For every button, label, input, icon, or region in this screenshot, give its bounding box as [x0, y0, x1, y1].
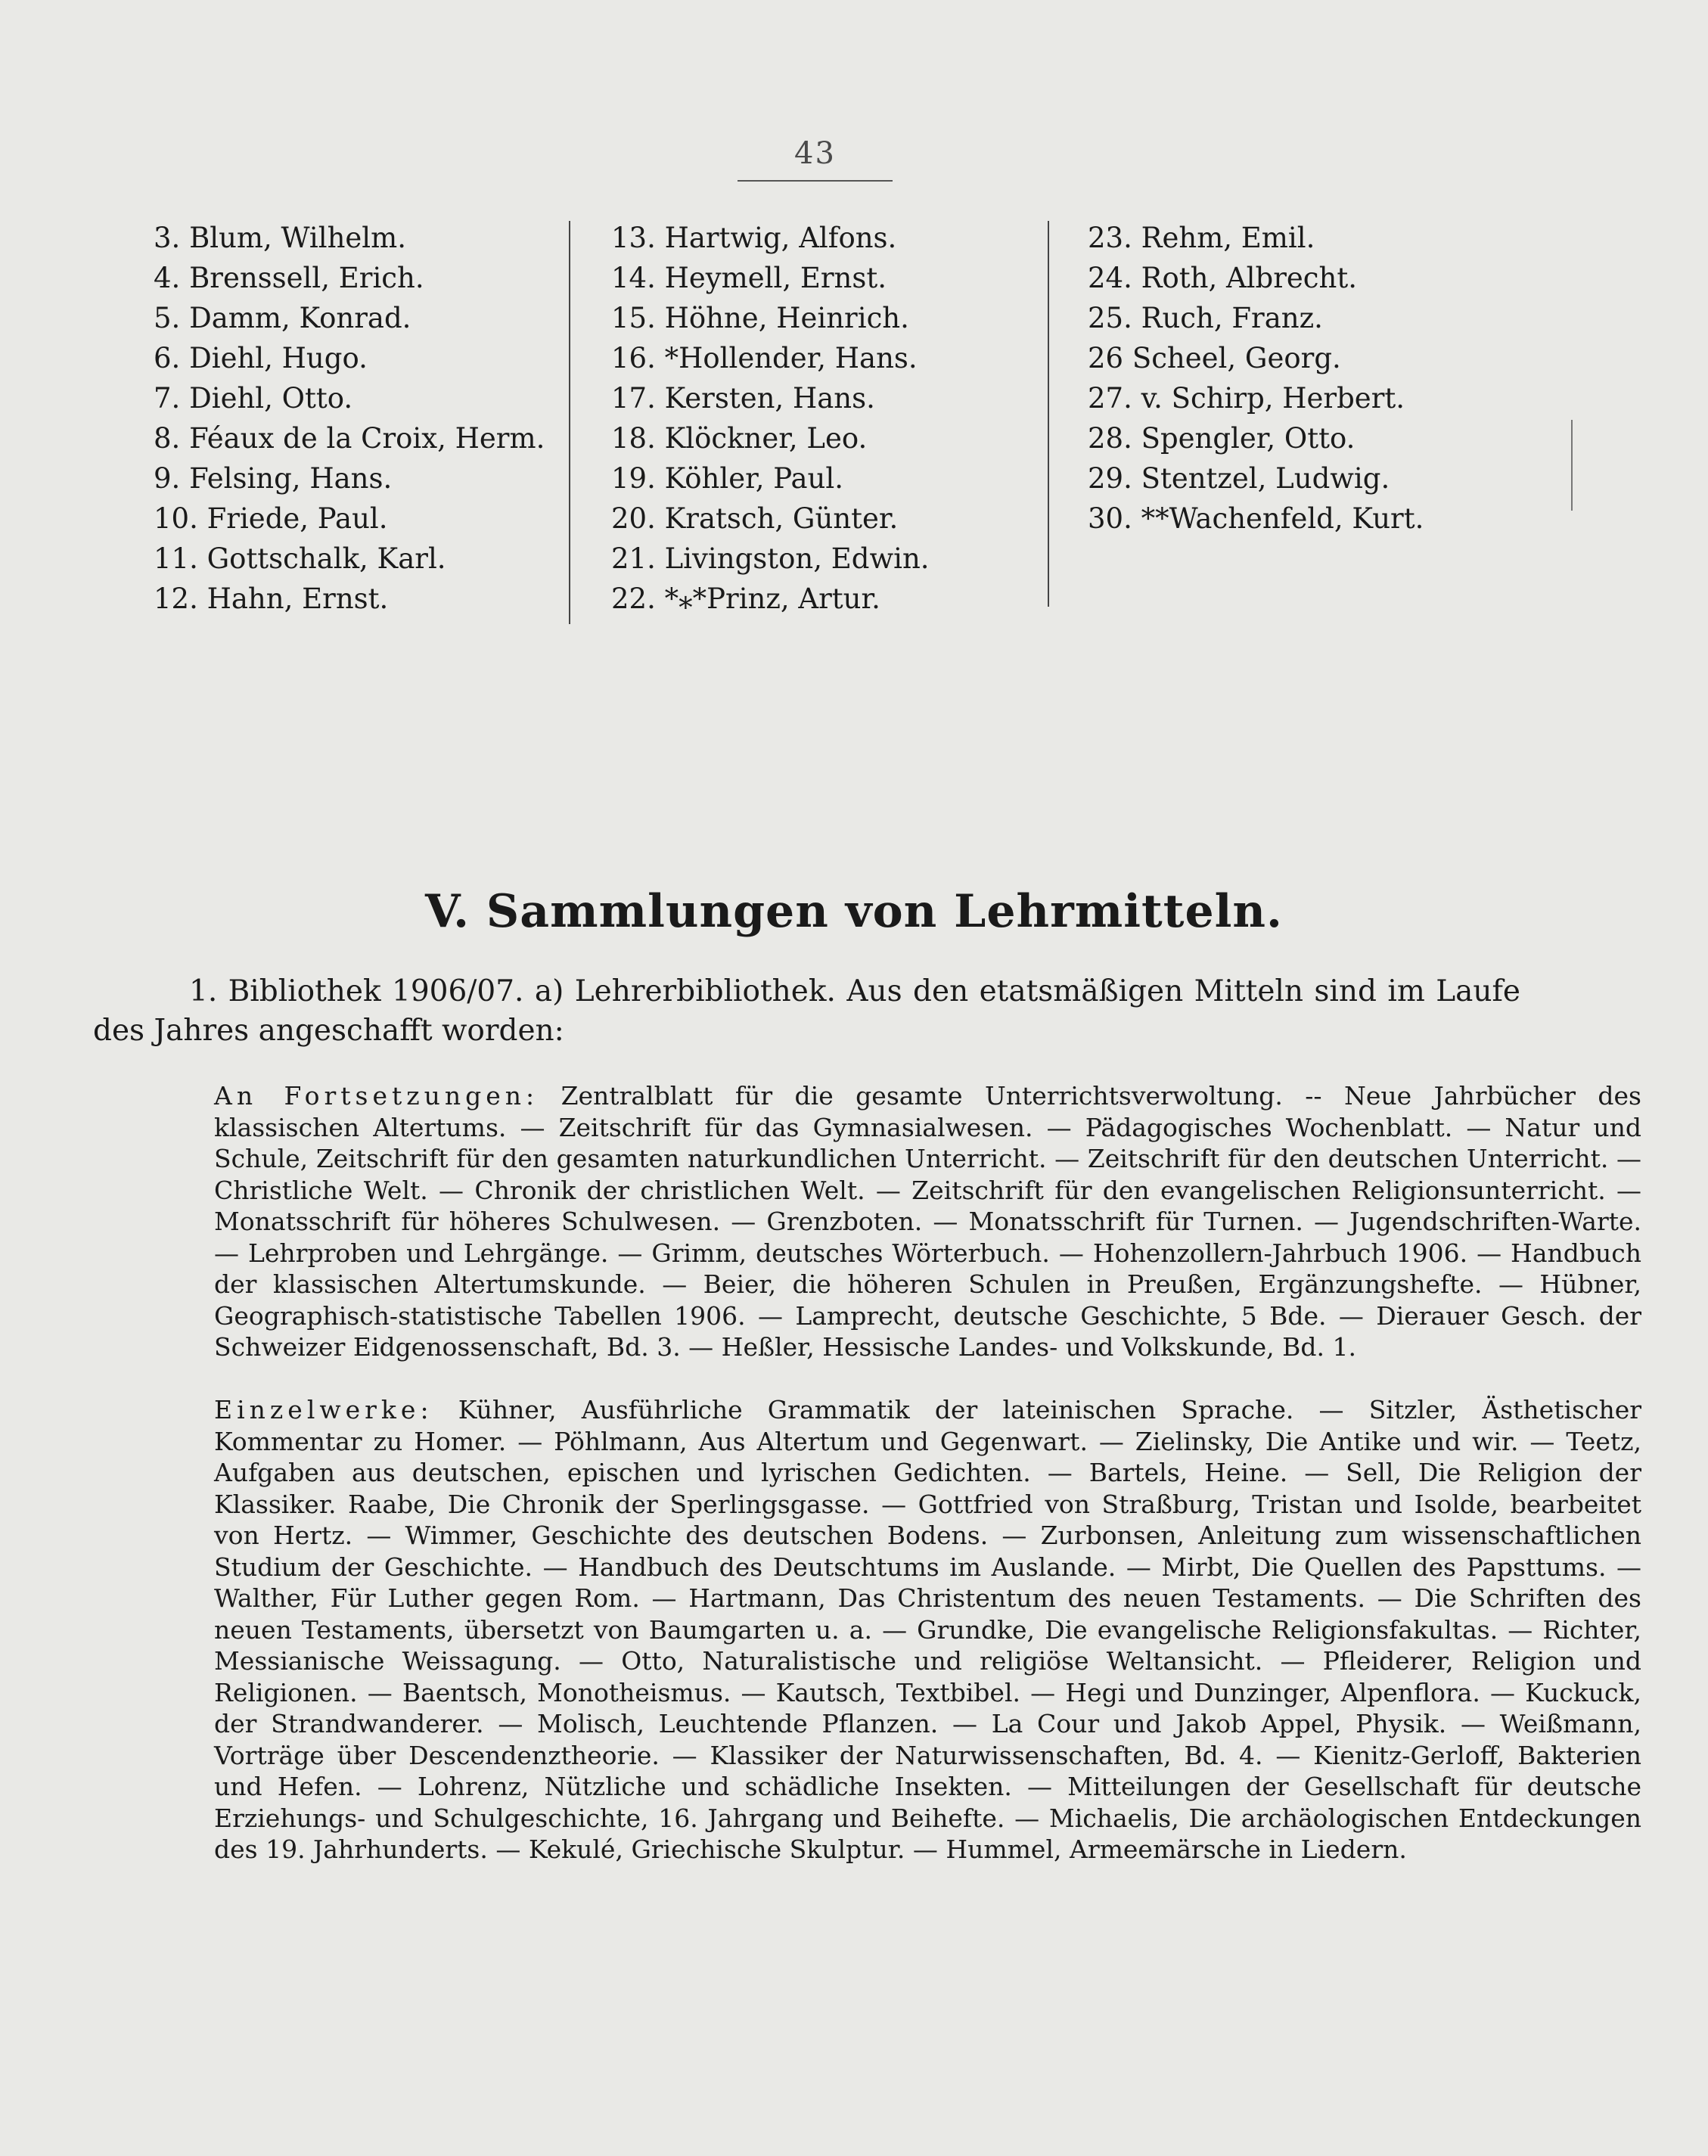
list-item-name: v. Schirp, Herbert.: [1141, 382, 1405, 415]
list-item-name: Rehm, Emil.: [1141, 222, 1315, 254]
list-item-number: 5.: [154, 302, 181, 334]
list-item-number: 7.: [154, 382, 181, 415]
list-item-name: Féaux de la Croix, Herm.: [189, 422, 545, 455]
list-item-number: 17.: [611, 382, 656, 415]
list-item: [611, 218, 930, 258]
list-item-number: 9.: [154, 462, 181, 495]
list-item-name: Felsing, Hans.: [189, 462, 393, 495]
list-item-name: *Hollender, Hans.: [664, 342, 918, 374]
list-item-name: Köhler, Paul.: [664, 462, 843, 495]
library-intro: [93, 972, 1520, 1051]
list-item: [611, 579, 930, 619]
list-item-name: Kersten, Hans.: [664, 382, 875, 415]
list-item-number: 30.: [1088, 502, 1132, 535]
student-list-column-1: [154, 218, 545, 619]
list-item-name: Blum, Wilhelm.: [189, 222, 406, 254]
continuations-text: Zentralblatt für die gesamte Unterrichtsverwoltung. -- Neue Jahrbücher des klassischen Altertums. — Zeitschrift für das Gymnasialwesen. — Pädagogisches Wochenblatt. — Natur und Schule, Zeitschrift für den gesamten naturkundlichen Unterricht. — Zeitschrift für den deutschen Unterricht. — Christliche Welt. — Chronik der christlichen Welt. — Zeitschrift für den evangelischen Religionsunterricht. — Monatsschrift für höheres Schulwesen. — Grenzboten. — Monatsschrift für Turnen. — Jugendschriften-Warte. — Lehrproben und Lehrgänge. — Grimm, deutsches Wörterbuch. — Hohenzollern-Jahrbuch 1906. — Handbuch der klassischen Altertumskunde. — Beier, die höheren Schulen in Preußen, Ergänzungshefte. — Hübner, Geographisch-statistische Tabellen 1906. — Lamprecht, deutsche Geschichte, 5 Bde. — Dierauer Gesch. der Schweizer Eidgenossenschaft, Bd. 3. — Heßler, Hessische Landes- und Volkskunde, Bd. 1.: [214, 1081, 1641, 1362]
list-item-number: 18.: [611, 422, 656, 455]
list-item-number: 27.: [1088, 382, 1132, 415]
list-item: [611, 418, 930, 458]
list-item-number: 29.: [1088, 462, 1132, 495]
list-item-number: 22.: [611, 582, 656, 615]
list-item-name: **Wachenfeld, Kurt.: [1141, 502, 1424, 535]
list-item-number: 10.: [154, 502, 198, 535]
library-intro-label: a) Lehrerbibliothek.: [534, 974, 836, 1008]
student-list-column-3: [1088, 218, 1424, 539]
list-item-number: 26: [1088, 342, 1124, 374]
library-intro-lead: 1. Bibliothek 1906/07.: [189, 974, 524, 1008]
list-item-number: 15.: [611, 302, 656, 334]
list-item-number: 25.: [1088, 302, 1132, 334]
list-item-name: Gottschalk, Karl.: [207, 542, 446, 575]
list-item: [1088, 298, 1424, 338]
list-item: [154, 418, 545, 458]
list-item-number: 21.: [611, 542, 656, 575]
list-item: [154, 458, 545, 499]
list-item: [1088, 418, 1424, 458]
list-item: [154, 298, 545, 338]
list-item: [611, 499, 930, 539]
list-item-name: Ruch, Franz.: [1141, 302, 1323, 334]
list-item-name: Heymell, Ernst.: [664, 262, 887, 294]
list-item: [1088, 218, 1424, 258]
list-item-number: 4.: [154, 262, 181, 294]
list-item: [611, 539, 930, 579]
section-heading: V. Sammlungen von Lehrmitteln.: [425, 885, 1283, 938]
list-item-name: Damm, Konrad.: [189, 302, 411, 334]
list-item: [154, 378, 545, 418]
list-item: [154, 579, 545, 619]
single-works-label: Einzelwerke:: [214, 1395, 433, 1424]
list-item-number: 23.: [1088, 222, 1132, 254]
list-item-name: Diehl, Hugo.: [189, 342, 368, 374]
list-item-number: 20.: [611, 502, 656, 535]
list-item: [154, 539, 545, 579]
list-item-number: 11.: [154, 542, 198, 575]
list-item-number: 24.: [1088, 262, 1132, 294]
student-list-column-2: [611, 218, 930, 619]
margin-rule: [1571, 420, 1573, 511]
list-item: [1088, 378, 1424, 418]
list-item-number: 12.: [154, 582, 198, 615]
list-item-name: Roth, Albrecht.: [1141, 262, 1357, 294]
continuations-label: An Fortsetzungen:: [214, 1081, 539, 1111]
list-item: [611, 298, 930, 338]
list-item-name: Spengler, Otto.: [1141, 422, 1356, 455]
list-item: [154, 338, 545, 378]
list-item-name: Klöckner, Leo.: [664, 422, 868, 455]
list-item-number: 8.: [154, 422, 181, 455]
list-item-number: 3.: [154, 222, 181, 254]
list-item: [1088, 258, 1424, 298]
list-item-number: 6.: [154, 342, 181, 374]
list-item-number: 13.: [611, 222, 656, 254]
list-item-name: Hahn, Ernst.: [207, 582, 389, 615]
list-item: [154, 499, 545, 539]
list-item: [154, 218, 545, 258]
list-item: [611, 338, 930, 378]
library-intro-text: Aus den etatsmäßigen Mitteln sind im Laufe des Jahres angeschafft worden:: [93, 974, 1521, 1048]
list-item-name: *⁎*Prinz, Artur.: [664, 582, 880, 615]
list-item-name: Stentzel, Ludwig.: [1141, 462, 1390, 495]
list-item-name: Hartwig, Alfons.: [664, 222, 897, 254]
list-item-name: Friede, Paul.: [207, 502, 388, 535]
list-item: [1088, 338, 1424, 378]
continuations-paragraph: [93, 1080, 1641, 1363]
list-item: [1088, 499, 1424, 539]
column-divider: [569, 221, 570, 624]
list-item-number: 14.: [611, 262, 656, 294]
list-item: [611, 458, 930, 499]
list-item: [1088, 458, 1424, 499]
list-item: [154, 258, 545, 298]
list-item-name: Diehl, Otto.: [189, 382, 353, 415]
list-item-number: 28.: [1088, 422, 1132, 455]
column-divider: [1048, 221, 1049, 607]
page-number: 43: [794, 136, 836, 171]
list-item-number: 19.: [611, 462, 656, 495]
list-item-name: Scheel, Georg.: [1132, 342, 1341, 374]
list-item-name: Kratsch, Günter.: [664, 502, 899, 535]
list-item: [611, 378, 930, 418]
page-number-rule: [738, 180, 893, 182]
list-item-name: Höhne, Heinrich.: [664, 302, 909, 334]
single-works-text: Kühner, Ausführliche Grammatik der lateinischen Sprache. — Sitzler, Ästhetischer Kommentar zu Homer. — Pöhlmann, Aus Altertum und Gegenwart. — Zielinsky, Die Antike und wir. — Teetz, Aufgaben aus deutschen, epischen und lyrischen Gedichten. — Bartels, Heine. — Sell, Die Religion der Klassiker. Raabe, Die Chronik der Sperlingsgasse. — Gottfried von Straßburg, Tristan und Isolde, bearbeitet von Hertz. — Wimmer, Geschichte des deutschen Bodens. — Zurbonsen, Anleitung zum wissenschaftlichen Studium der Geschichte. — Handbuch des Deutschtums im Auslande. — Mirbt, Die Quellen des Papsttums. — Walther, Für Luther gegen Rom. — Hartmann, Das Christentum des neuen Testaments. — Die Schriften des neuen Testaments, übersetzt von Baumgarten u. a. — Grundke, Die evangelische Religionsfakultas. — Richter, Messianische Weissagung. — Otto, Naturalistische und religiöse Weltansicht. — Pfleiderer, Religion und Religionen. — Baentsch, Monotheismus. — Kautsch, Textbibel. — Hegi und Dunzinger, Alpenflora. — Kuckuck, der Strandwanderer. — Molisch, Leuchtende Pflanzen. — La Cour und Jakob Appel, Physik. — Weißmann, Vorträge über Descendenztheorie. — Klassiker der Naturwissenschaften, Bd. 4. — Kienitz-Gerloff, Bakterien und Hefen. — Lohrenz, Nützliche und schädliche Insekten. — Mitteilungen der Gesellschaft für deutsche Erziehungs- und Schulgeschichte, 16. Jahrgang und Beihefte. — Michaelis, Die archäologischen Entdeckungen des 19. Jahrhunderts. — Kekulé, Griechische Skulptur. — Hummel, Armeemärsche in Liedern.: [214, 1395, 1641, 1864]
list-item-name: Brenssell, Erich.: [189, 262, 424, 294]
list-item-name: Livingston, Edwin.: [664, 542, 930, 575]
single-works-paragraph: [93, 1394, 1641, 1866]
list-item: [611, 258, 930, 298]
list-item-number: 16.: [611, 342, 656, 374]
